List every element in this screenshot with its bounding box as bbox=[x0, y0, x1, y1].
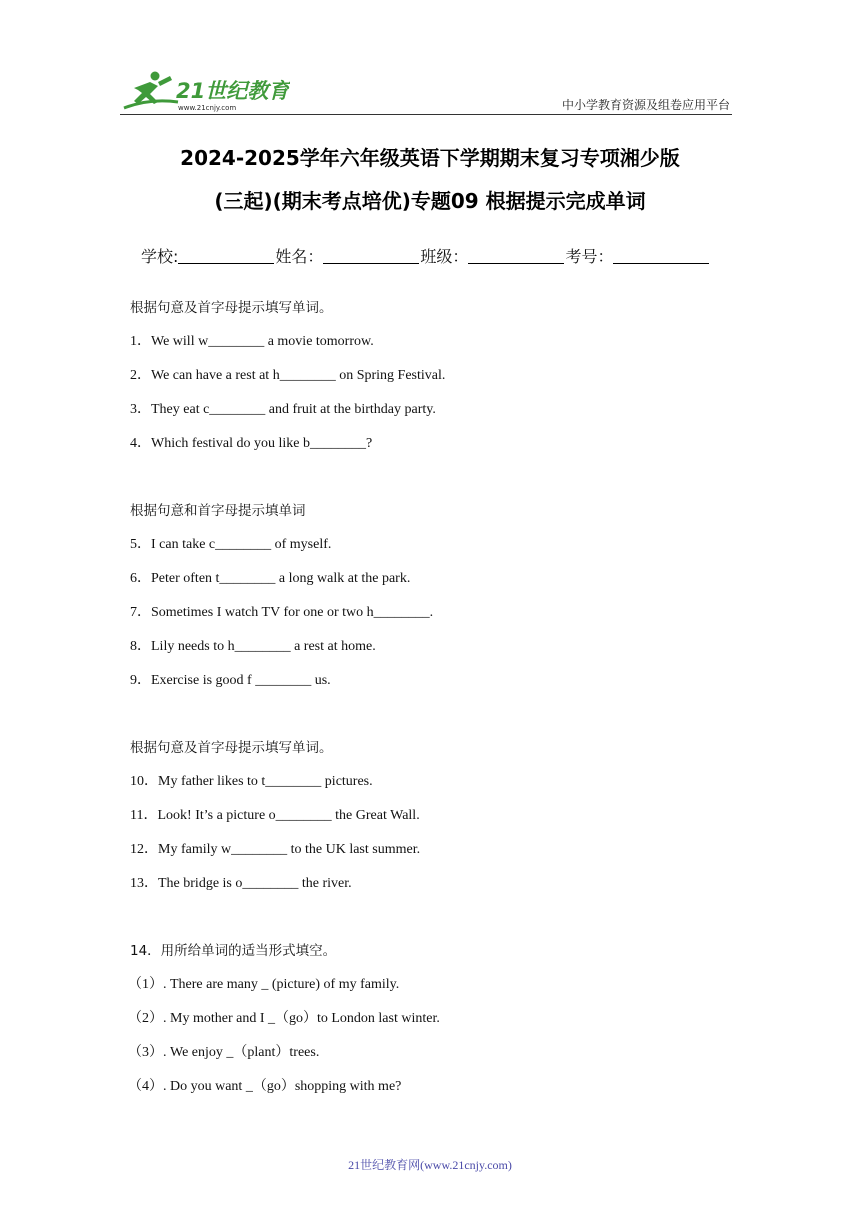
question-item: 4．Which festival do you like b________? bbox=[130, 436, 373, 451]
school-blank[interactable] bbox=[178, 247, 274, 264]
logo-text: 21世纪教育 bbox=[176, 79, 290, 103]
class-blank[interactable] bbox=[468, 247, 564, 264]
question-item: 12．My family w________ to the UK last summer. bbox=[130, 842, 421, 857]
page-footer[interactable]: 21世纪教育网(www.21cnjy.com) bbox=[348, 1158, 512, 1172]
question-item: 13．The bridge is o________ the river. bbox=[130, 876, 352, 891]
question-item: 1．We will w________ a movie tomorrow. bbox=[130, 334, 374, 349]
section-heading: 根据句意和首字母提示填单词 bbox=[130, 503, 306, 519]
platform-label: 中小学教育资源及组卷应用平台 bbox=[561, 98, 730, 112]
question-item: 2．We can have a rest at h________ on Spring Festival. bbox=[130, 368, 446, 383]
section-heading: 根据句意及首字母提示填写单词。 bbox=[130, 300, 333, 316]
question-item: 3．They eat c________ and fruit at the birthday party. bbox=[130, 402, 436, 417]
page-title-line2: (三起)(期末考点培优)专题09 根据提示完成单词 bbox=[214, 189, 646, 213]
question-item: 11．Look! It’s a picture o________ the Great Wall. bbox=[130, 808, 420, 823]
question-item: 9．Exercise is good f ________ us. bbox=[130, 673, 331, 688]
name-label: 姓名： bbox=[275, 247, 324, 266]
section-heading: 14．用所给单词的适当形式填空。 bbox=[130, 943, 337, 959]
number-label: 考号： bbox=[565, 247, 614, 266]
question-item: （2）. My mother and I _（go）to London last winter. bbox=[128, 1011, 440, 1026]
section-heading: 根据句意及首字母提示填写单词。 bbox=[130, 740, 333, 756]
logo bbox=[120, 68, 290, 112]
question-item: （1）. There are many _ (picture) of my family. bbox=[128, 977, 400, 992]
question-item: 8．Lily needs to h________ a rest at home. bbox=[130, 639, 376, 654]
question-item: 6．Peter often t________ a long walk at the park. bbox=[130, 571, 411, 586]
runner-logo-icon bbox=[120, 68, 290, 112]
class-label: 班级： bbox=[420, 247, 469, 266]
student-info bbox=[141, 244, 710, 267]
page-header bbox=[120, 66, 732, 115]
question-item: （4）. Do you want _（go）shopping with me? bbox=[128, 1079, 402, 1094]
question-item: 7．Sometimes I watch TV for one or two h________. bbox=[130, 605, 434, 620]
question-item: 5．I can take c________ of myself. bbox=[130, 537, 332, 552]
name-blank[interactable] bbox=[323, 247, 419, 264]
number-blank[interactable] bbox=[613, 247, 709, 264]
logo-url: www.21cnjy.com bbox=[178, 104, 237, 112]
question-item: 10．My father likes to t________ pictures. bbox=[130, 774, 373, 789]
page-title-line1: 2024-2025学年六年级英语下学期期末复习专项湘少版 bbox=[180, 146, 680, 170]
question-item: （3）. We enjoy _（plant）trees. bbox=[128, 1045, 320, 1060]
school-label: 学校: bbox=[141, 247, 179, 266]
